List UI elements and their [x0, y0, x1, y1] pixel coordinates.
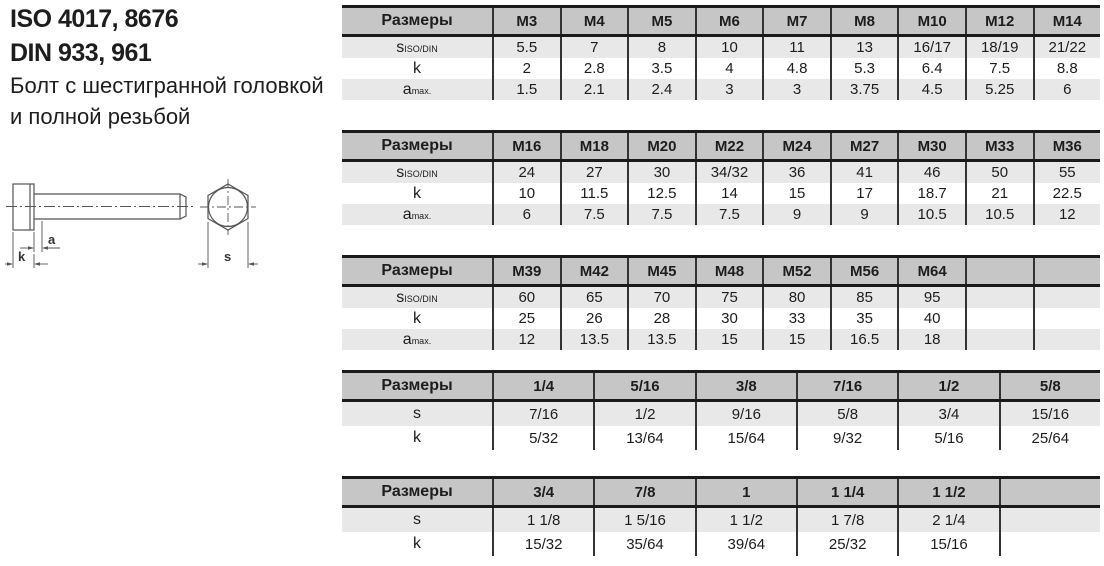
dimension-table-2 [342, 130, 1100, 225]
column-header: M45 [627, 258, 695, 284]
value-cell: 13.5 [560, 329, 628, 350]
dim-label-s: s [224, 249, 232, 264]
column-header: 1 1/4 [796, 479, 897, 505]
value-cell: 9 [762, 204, 830, 225]
column-header: M39 [492, 258, 560, 284]
column-header: M22 [695, 133, 763, 159]
row-label: s [413, 405, 421, 422]
iso-standard-title: ISO 4017, 8676 [10, 5, 179, 33]
value-cell: 39/64 [695, 532, 796, 556]
column-header: M12 [965, 8, 1033, 34]
column-header [1033, 258, 1101, 284]
table-data-row [342, 183, 1100, 204]
value-cell: 27 [560, 162, 628, 183]
table-data-row [342, 532, 1100, 556]
value-cell: 46 [897, 162, 965, 183]
value-cell: 5.3 [830, 58, 898, 79]
table-data-row [342, 402, 1100, 426]
value-cell: 36 [762, 162, 830, 183]
value-cell: 80 [762, 287, 830, 308]
product-description-line2: и полной резьбой [10, 104, 191, 129]
value-cell: 13 [830, 37, 898, 58]
bolt-side-view [6, 184, 196, 230]
value-cell: 55 [1033, 162, 1101, 183]
table-header-label: Размеры [381, 483, 453, 500]
value-cell: 2.1 [560, 79, 628, 100]
value-cell: 21/22 [1033, 37, 1101, 58]
column-header: 1 [695, 479, 796, 505]
value-cell: 35 [830, 308, 898, 329]
value-cell [965, 287, 1033, 308]
table-header-label: Размеры [381, 137, 453, 154]
value-cell: 41 [830, 162, 898, 183]
row-label: k [413, 59, 421, 77]
row-label: a max. [402, 330, 432, 348]
value-cell: 15 [762, 183, 830, 204]
value-cell: 3/4 [897, 402, 998, 426]
table-header-row [342, 479, 1100, 508]
row-label: s ISO/DIN [396, 38, 438, 56]
value-cell: 5/32 [492, 426, 593, 450]
value-cell: 33 [762, 308, 830, 329]
column-header: 1/2 [897, 373, 998, 399]
value-cell: 34/32 [695, 162, 763, 183]
row-label-subscript: ISO/DIN [404, 44, 438, 54]
dim-label-a: a [48, 232, 56, 247]
column-header: M24 [762, 133, 830, 159]
value-cell: 15/64 [695, 426, 796, 450]
value-cell: 30 [695, 308, 763, 329]
column-header: M3 [492, 8, 560, 34]
value-cell: 7.5 [965, 58, 1033, 79]
column-header: M42 [560, 258, 628, 284]
value-cell: 7.5 [695, 204, 763, 225]
column-header: 1/4 [492, 373, 593, 399]
table-header-row [342, 8, 1100, 37]
value-cell [1033, 287, 1101, 308]
value-cell: 30 [627, 162, 695, 183]
value-cell: 10 [492, 183, 560, 204]
value-cell: 22.5 [1033, 183, 1101, 204]
value-cell: 15/16 [897, 532, 998, 556]
dim-label-k: k [18, 249, 26, 264]
value-cell: 3 [695, 79, 763, 100]
column-header: M27 [830, 133, 898, 159]
value-cell: 5.25 [965, 79, 1033, 100]
value-cell [965, 308, 1033, 329]
table-data-row [342, 426, 1100, 450]
value-cell: 1 5/16 [593, 508, 694, 532]
column-header: M33 [965, 133, 1033, 159]
column-header [965, 258, 1033, 284]
row-label-subscript: ISO/DIN [404, 169, 438, 179]
value-cell: 12 [1033, 204, 1101, 225]
value-cell: 7/16 [492, 402, 593, 426]
column-header: M56 [830, 258, 898, 284]
value-cell: 16/17 [897, 37, 965, 58]
value-cell: 13/64 [593, 426, 694, 450]
value-cell: 25/64 [999, 426, 1100, 450]
table-data-row [342, 508, 1100, 532]
value-cell: 13.5 [627, 329, 695, 350]
row-label: s ISO/DIN [396, 288, 438, 306]
table-header-row [342, 373, 1100, 402]
value-cell: 10.5 [897, 204, 965, 225]
value-cell: 2 [492, 58, 560, 79]
value-cell: 75 [695, 287, 763, 308]
value-cell: 35/64 [593, 532, 694, 556]
value-cell: 6.4 [897, 58, 965, 79]
value-cell: 3.75 [830, 79, 898, 100]
table-data-row [342, 204, 1100, 225]
column-header: 7/16 [796, 373, 897, 399]
value-cell: 65 [560, 287, 628, 308]
column-header: M8 [830, 8, 898, 34]
value-cell: 8 [627, 37, 695, 58]
value-cell [999, 532, 1100, 556]
value-cell: 25/32 [796, 532, 897, 556]
table-header-label: Размеры [381, 12, 453, 29]
value-cell: 15/16 [999, 402, 1100, 426]
value-cell: 12 [492, 329, 560, 350]
value-cell: 1/2 [593, 402, 694, 426]
value-cell: 95 [897, 287, 965, 308]
column-header: M52 [762, 258, 830, 284]
value-cell: 3.5 [627, 58, 695, 79]
value-cell: 4 [695, 58, 763, 79]
row-label-subscript: ISO/DIN [404, 294, 438, 304]
column-header: 1 1/2 [897, 479, 998, 505]
tables-panel [342, 0, 1100, 556]
value-cell [1033, 308, 1101, 329]
row-label: k [413, 429, 421, 446]
column-header: M30 [897, 133, 965, 159]
column-header: 5/8 [999, 373, 1100, 399]
value-cell: 5/8 [796, 402, 897, 426]
value-cell: 50 [965, 162, 1033, 183]
value-cell: 9/32 [796, 426, 897, 450]
value-cell: 7 [560, 37, 628, 58]
column-header: M4 [560, 8, 628, 34]
value-cell: 3 [762, 79, 830, 100]
value-cell: 60 [492, 287, 560, 308]
row-label-subscript: max. [411, 336, 432, 346]
column-header: M48 [695, 258, 763, 284]
row-label: a max. [402, 80, 432, 98]
table-data-row [342, 329, 1100, 350]
dimension-table-4 [342, 370, 1100, 450]
value-cell [965, 329, 1033, 350]
value-cell: 40 [897, 308, 965, 329]
column-header: 7/8 [593, 479, 694, 505]
value-cell: 1 1/2 [695, 508, 796, 532]
row-label: k [413, 309, 421, 327]
row-label-subscript: max. [411, 211, 432, 221]
value-cell: 10.5 [965, 204, 1033, 225]
value-cell: 85 [830, 287, 898, 308]
dimension-table-5 [342, 476, 1100, 556]
value-cell: 7.5 [627, 204, 695, 225]
value-cell: 15/32 [492, 532, 593, 556]
bolt-technical-drawing [4, 172, 284, 277]
value-cell: 1.5 [492, 79, 560, 100]
column-header: 3/8 [695, 373, 796, 399]
row-label: a max. [402, 205, 432, 223]
table-data-row [342, 162, 1100, 183]
value-cell: 6 [492, 204, 560, 225]
value-cell: 18.7 [897, 183, 965, 204]
value-cell: 9/16 [695, 402, 796, 426]
value-cell: 9 [830, 204, 898, 225]
value-cell: 18/19 [965, 37, 1033, 58]
column-header: M16 [492, 133, 560, 159]
table-data-row [342, 308, 1100, 329]
value-cell: 15 [762, 329, 830, 350]
value-cell: 16.5 [830, 329, 898, 350]
value-cell: 10 [695, 37, 763, 58]
column-header: M64 [897, 258, 965, 284]
row-label: s [413, 511, 421, 528]
row-label: s ISO/DIN [396, 163, 438, 181]
column-header: M7 [762, 8, 830, 34]
column-header: M6 [695, 8, 763, 34]
table-header-row [342, 133, 1100, 162]
value-cell: 2.8 [560, 58, 628, 79]
table-header-label: Размеры [381, 377, 453, 394]
product-description-line1: Болт с шестигранной головкой [10, 73, 324, 98]
dimension-table-3 [342, 255, 1100, 350]
value-cell [1033, 329, 1101, 350]
info-panel [10, 2, 340, 132]
value-cell: 17 [830, 183, 898, 204]
value-cell: 15 [695, 329, 763, 350]
column-header: 5/16 [593, 373, 694, 399]
value-cell: 5/16 [897, 426, 998, 450]
value-cell: 12.5 [627, 183, 695, 204]
column-header: 3/4 [492, 479, 593, 505]
value-cell: 5.5 [492, 37, 560, 58]
table-data-row [342, 287, 1100, 308]
value-cell: 4.8 [762, 58, 830, 79]
value-cell: 11.5 [560, 183, 628, 204]
value-cell [999, 508, 1100, 532]
column-header: M14 [1033, 8, 1101, 34]
value-cell: 1 7/8 [796, 508, 897, 532]
row-label-subscript: max. [411, 86, 432, 96]
value-cell: 28 [627, 308, 695, 329]
value-cell: 21 [965, 183, 1033, 204]
value-cell: 4.5 [897, 79, 965, 100]
value-cell: 24 [492, 162, 560, 183]
table-data-row [342, 37, 1100, 58]
dimension-lines [5, 221, 258, 268]
table-header-row [342, 258, 1100, 287]
dimension-table-1 [342, 5, 1100, 100]
value-cell: 1 1/8 [492, 508, 593, 532]
table-data-row [342, 79, 1100, 100]
column-header: M36 [1033, 133, 1101, 159]
row-label: k [413, 184, 421, 202]
value-cell: 6 [1033, 79, 1101, 100]
column-header: M5 [627, 8, 695, 34]
column-header: M18 [560, 133, 628, 159]
value-cell: 26 [560, 308, 628, 329]
value-cell: 18 [897, 329, 965, 350]
value-cell: 70 [627, 287, 695, 308]
value-cell: 8.8 [1033, 58, 1101, 79]
column-header: M20 [627, 133, 695, 159]
value-cell: 7.5 [560, 204, 628, 225]
value-cell: 11 [762, 37, 830, 58]
value-cell: 25 [492, 308, 560, 329]
din-standard-title: DIN 933, 961 [10, 39, 152, 67]
value-cell: 14 [695, 183, 763, 204]
value-cell: 2 1/4 [897, 508, 998, 532]
table-header-label: Размеры [381, 262, 453, 279]
table-data-row [342, 58, 1100, 79]
dimension-arrows [7, 246, 254, 266]
value-cell: 2.4 [627, 79, 695, 100]
row-label: k [413, 535, 421, 552]
column-header [999, 479, 1100, 505]
column-header: M10 [897, 8, 965, 34]
